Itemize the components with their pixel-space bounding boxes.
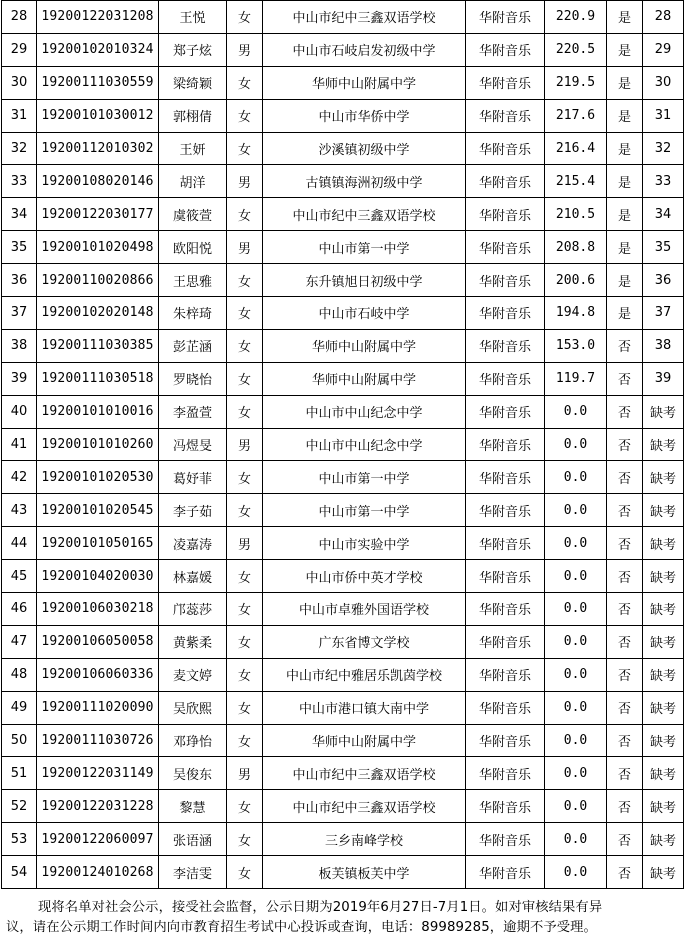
qualified-cell: 否: [607, 823, 643, 856]
table-row: [2, 461, 684, 494]
major-cell: 华附音乐: [466, 724, 545, 757]
qualified-cell: 是: [607, 198, 643, 231]
score-cell: 119.7: [545, 362, 607, 395]
score-cell: 194.8: [545, 297, 607, 330]
score-cell: 216.4: [545, 132, 607, 165]
qualified-cell: 是: [607, 231, 643, 264]
seq-cell: 38: [2, 329, 37, 362]
table-body: [2, 1, 684, 889]
seq-cell: 52: [2, 790, 37, 823]
rank-cell: 缺考: [643, 527, 684, 560]
major-cell: 华附音乐: [466, 66, 545, 99]
qualified-cell: 否: [607, 329, 643, 362]
qualified-cell: 否: [607, 593, 643, 626]
qualified-cell: 是: [607, 264, 643, 297]
rank-cell: 38: [643, 329, 684, 362]
school-cell: 中山市纪中三鑫双语学校: [263, 198, 466, 231]
exam-number-cell: 19200102010324: [37, 33, 159, 66]
exam-number-cell: 19200111030385: [37, 329, 159, 362]
seq-cell: 29: [2, 33, 37, 66]
name-cell: 虞筱萱: [159, 198, 227, 231]
name-cell: 吴俊东: [159, 757, 227, 790]
seq-cell: 42: [2, 461, 37, 494]
table-row: [2, 823, 684, 856]
exam-number-cell: 19200108020146: [37, 165, 159, 198]
name-cell: 林嘉媛: [159, 560, 227, 593]
score-cell: 0.0: [545, 658, 607, 691]
seq-cell: 33: [2, 165, 37, 198]
seq-cell: 36: [2, 264, 37, 297]
rank-cell: 29: [643, 33, 684, 66]
school-cell: 板芙镇板芙中学: [263, 856, 466, 889]
school-cell: 中山市纪中三鑫双语学校: [263, 790, 466, 823]
exam-number-cell: 19200101010016: [37, 395, 159, 428]
school-cell: 广东省博文学校: [263, 625, 466, 658]
major-cell: 华附音乐: [466, 790, 545, 823]
exam-number-cell: 19200101020530: [37, 461, 159, 494]
rank-cell: 28: [643, 1, 684, 34]
gender-cell: 女: [227, 560, 263, 593]
qualified-cell: 是: [607, 99, 643, 132]
major-cell: 华附音乐: [466, 264, 545, 297]
table-row: [2, 132, 684, 165]
name-cell: 邓琤怡: [159, 724, 227, 757]
name-cell: 李子茹: [159, 494, 227, 527]
name-cell: 郭栩倩: [159, 99, 227, 132]
score-cell: 0.0: [545, 856, 607, 889]
name-cell: 胡洋: [159, 165, 227, 198]
gender-cell: 女: [227, 264, 263, 297]
score-cell: 0.0: [545, 593, 607, 626]
table-row: [2, 1, 684, 34]
results-table: [1, 0, 684, 889]
name-cell: 吴欣熙: [159, 691, 227, 724]
rank-cell: 缺考: [643, 395, 684, 428]
qualified-cell: 否: [607, 494, 643, 527]
gender-cell: 女: [227, 494, 263, 527]
school-cell: 沙溪镇初级中学: [263, 132, 466, 165]
score-cell: 210.5: [545, 198, 607, 231]
table-row: [2, 297, 684, 330]
major-cell: 华附音乐: [466, 362, 545, 395]
score-cell: 0.0: [545, 790, 607, 823]
score-cell: 0.0: [545, 724, 607, 757]
exam-number-cell: 19200106030218: [37, 593, 159, 626]
rank-cell: 缺考: [643, 724, 684, 757]
name-cell: 黎慧: [159, 790, 227, 823]
score-cell: 219.5: [545, 66, 607, 99]
table-row: [2, 593, 684, 626]
gender-cell: 女: [227, 99, 263, 132]
rank-cell: 33: [643, 165, 684, 198]
rank-cell: 缺考: [643, 593, 684, 626]
seq-cell: 45: [2, 560, 37, 593]
name-cell: 朱梓琦: [159, 297, 227, 330]
major-cell: 华附音乐: [466, 461, 545, 494]
score-cell: 0.0: [545, 461, 607, 494]
exam-number-cell: 19200106060336: [37, 658, 159, 691]
score-cell: 200.6: [545, 264, 607, 297]
qualified-cell: 否: [607, 560, 643, 593]
score-cell: 215.4: [545, 165, 607, 198]
rank-cell: 31: [643, 99, 684, 132]
gender-cell: 女: [227, 132, 263, 165]
gender-cell: 女: [227, 625, 263, 658]
qualified-cell: 否: [607, 724, 643, 757]
rank-cell: 缺考: [643, 658, 684, 691]
qualified-cell: 否: [607, 856, 643, 889]
school-cell: 中山市纪中雅居乐凯茵学校: [263, 658, 466, 691]
rank-cell: 36: [643, 264, 684, 297]
gender-cell: 女: [227, 593, 263, 626]
school-cell: 中山市石岐中学: [263, 297, 466, 330]
qualified-cell: 是: [607, 33, 643, 66]
exam-number-cell: 19200122030177: [37, 198, 159, 231]
table-row: [2, 231, 684, 264]
exam-number-cell: 19200122031208: [37, 1, 159, 34]
school-cell: 华师中山附属中学: [263, 66, 466, 99]
qualified-cell: 是: [607, 297, 643, 330]
school-cell: 中山市石岐启发初级中学: [263, 33, 466, 66]
major-cell: 华附音乐: [466, 856, 545, 889]
seq-cell: 49: [2, 691, 37, 724]
name-cell: 欧阳悦: [159, 231, 227, 264]
table-row: [2, 856, 684, 889]
gender-cell: 女: [227, 658, 263, 691]
gender-cell: 女: [227, 790, 263, 823]
name-cell: 王悦: [159, 1, 227, 34]
name-cell: 彭芷涵: [159, 329, 227, 362]
major-cell: 华附音乐: [466, 428, 545, 461]
qualified-cell: 否: [607, 790, 643, 823]
seq-cell: 50: [2, 724, 37, 757]
seq-cell: 39: [2, 362, 37, 395]
seq-cell: 31: [2, 99, 37, 132]
seq-cell: 41: [2, 428, 37, 461]
table-row: [2, 560, 684, 593]
score-cell: 217.6: [545, 99, 607, 132]
gender-cell: 男: [227, 757, 263, 790]
table-row: [2, 527, 684, 560]
score-cell: 0.0: [545, 823, 607, 856]
major-cell: 华附音乐: [466, 99, 545, 132]
rank-cell: 30: [643, 66, 684, 99]
rank-cell: 39: [643, 362, 684, 395]
score-cell: 0.0: [545, 757, 607, 790]
qualified-cell: 是: [607, 66, 643, 99]
name-cell: 王思雅: [159, 264, 227, 297]
table-row: [2, 494, 684, 527]
gender-cell: 女: [227, 1, 263, 34]
name-cell: 凌嘉涛: [159, 527, 227, 560]
qualified-cell: 否: [607, 625, 643, 658]
table-row: [2, 99, 684, 132]
table-row: [2, 428, 684, 461]
table-row: [2, 658, 684, 691]
name-cell: 麦文婷: [159, 658, 227, 691]
name-cell: 罗晓怡: [159, 362, 227, 395]
name-cell: 葛妤菲: [159, 461, 227, 494]
exam-number-cell: 19200112010302: [37, 132, 159, 165]
rank-cell: 37: [643, 297, 684, 330]
score-cell: 153.0: [545, 329, 607, 362]
table-row: [2, 790, 684, 823]
seq-cell: 35: [2, 231, 37, 264]
school-cell: 中山市纪中三鑫双语学校: [263, 1, 466, 34]
exam-number-cell: 19200101050165: [37, 527, 159, 560]
school-cell: 中山市港口镇大南中学: [263, 691, 466, 724]
notice-line-2: 议，请在公示期工作时间内向市教育招生考试中心投诉或查询，电话：89989285，逾期不予受理。: [6, 920, 597, 935]
name-cell: 王妍: [159, 132, 227, 165]
score-cell: 0.0: [545, 625, 607, 658]
table-row: [2, 757, 684, 790]
gender-cell: 男: [227, 33, 263, 66]
qualified-cell: 是: [607, 1, 643, 34]
gender-cell: 男: [227, 165, 263, 198]
major-cell: 华附音乐: [466, 33, 545, 66]
major-cell: 华附音乐: [466, 395, 545, 428]
qualified-cell: 否: [607, 461, 643, 494]
gender-cell: 女: [227, 691, 263, 724]
rank-cell: 缺考: [643, 494, 684, 527]
school-cell: 中山市纪中三鑫双语学校: [263, 757, 466, 790]
gender-cell: 女: [227, 823, 263, 856]
public-notice: [6, 898, 680, 938]
seq-cell: 43: [2, 494, 37, 527]
seq-cell: 34: [2, 198, 37, 231]
rank-cell: 缺考: [643, 823, 684, 856]
table-row: [2, 362, 684, 395]
gender-cell: 女: [227, 395, 263, 428]
school-cell: 中山市第一中学: [263, 231, 466, 264]
qualified-cell: 否: [607, 691, 643, 724]
gender-cell: 女: [227, 329, 263, 362]
rank-cell: 缺考: [643, 856, 684, 889]
major-cell: 华附音乐: [466, 691, 545, 724]
exam-number-cell: 19200101020545: [37, 494, 159, 527]
seq-cell: 48: [2, 658, 37, 691]
seq-cell: 40: [2, 395, 37, 428]
school-cell: 中山市侨中英才学校: [263, 560, 466, 593]
seq-cell: 51: [2, 757, 37, 790]
seq-cell: 53: [2, 823, 37, 856]
name-cell: 冯煜旻: [159, 428, 227, 461]
school-cell: 古镇镇海洲初级中学: [263, 165, 466, 198]
qualified-cell: 是: [607, 132, 643, 165]
table-row: [2, 395, 684, 428]
score-cell: 0.0: [545, 428, 607, 461]
major-cell: 华附音乐: [466, 329, 545, 362]
qualified-cell: 否: [607, 658, 643, 691]
table-row: [2, 625, 684, 658]
score-cell: 208.8: [545, 231, 607, 264]
major-cell: 华附音乐: [466, 132, 545, 165]
gender-cell: 女: [227, 856, 263, 889]
rank-cell: 34: [643, 198, 684, 231]
qualified-cell: 是: [607, 165, 643, 198]
seq-cell: 46: [2, 593, 37, 626]
school-cell: 中山市中山纪念中学: [263, 395, 466, 428]
name-cell: 梁绮颖: [159, 66, 227, 99]
score-cell: 0.0: [545, 494, 607, 527]
exam-number-cell: 19200101010260: [37, 428, 159, 461]
school-cell: 华师中山附属中学: [263, 329, 466, 362]
rank-cell: 缺考: [643, 691, 684, 724]
name-cell: 黄紫柔: [159, 625, 227, 658]
table-row: [2, 691, 684, 724]
major-cell: 华附音乐: [466, 231, 545, 264]
name-cell: 郑子炫: [159, 33, 227, 66]
table-row: [2, 33, 684, 66]
school-cell: 中山市中山纪念中学: [263, 428, 466, 461]
school-cell: 中山市华侨中学: [263, 99, 466, 132]
gender-cell: 女: [227, 198, 263, 231]
rank-cell: 缺考: [643, 757, 684, 790]
table-row: [2, 329, 684, 362]
score-cell: 0.0: [545, 560, 607, 593]
rank-cell: 32: [643, 132, 684, 165]
rank-cell: 缺考: [643, 625, 684, 658]
major-cell: 华附音乐: [466, 1, 545, 34]
table-row: [2, 264, 684, 297]
exam-number-cell: 19200102020148: [37, 297, 159, 330]
exam-number-cell: 19200106050058: [37, 625, 159, 658]
gender-cell: 女: [227, 362, 263, 395]
exam-number-cell: 19200111030518: [37, 362, 159, 395]
rank-cell: 缺考: [643, 790, 684, 823]
rank-cell: 缺考: [643, 461, 684, 494]
score-cell: 220.9: [545, 1, 607, 34]
seq-cell: 30: [2, 66, 37, 99]
exam-number-cell: 19200122031228: [37, 790, 159, 823]
gender-cell: 男: [227, 428, 263, 461]
school-cell: 中山市第一中学: [263, 461, 466, 494]
table-row: [2, 165, 684, 198]
exam-number-cell: 19200101030012: [37, 99, 159, 132]
name-cell: 李洁雯: [159, 856, 227, 889]
seq-cell: 37: [2, 297, 37, 330]
gender-cell: 男: [227, 231, 263, 264]
exam-number-cell: 19200124010268: [37, 856, 159, 889]
school-cell: 华师中山附属中学: [263, 362, 466, 395]
gender-cell: 女: [227, 297, 263, 330]
major-cell: 华附音乐: [466, 823, 545, 856]
seq-cell: 28: [2, 1, 37, 34]
score-cell: 0.0: [545, 395, 607, 428]
name-cell: 邝蕊莎: [159, 593, 227, 626]
school-cell: 中山市第一中学: [263, 494, 466, 527]
score-cell: 0.0: [545, 527, 607, 560]
qualified-cell: 否: [607, 428, 643, 461]
major-cell: 华附音乐: [466, 757, 545, 790]
school-cell: 华师中山附属中学: [263, 724, 466, 757]
qualified-cell: 否: [607, 362, 643, 395]
seq-cell: 44: [2, 527, 37, 560]
major-cell: 华附音乐: [466, 625, 545, 658]
gender-cell: 女: [227, 66, 263, 99]
gender-cell: 女: [227, 724, 263, 757]
table-row: [2, 724, 684, 757]
exam-number-cell: 19200111030726: [37, 724, 159, 757]
exam-number-cell: 19200122060097: [37, 823, 159, 856]
table-row: [2, 198, 684, 231]
major-cell: 华附音乐: [466, 527, 545, 560]
major-cell: 华附音乐: [466, 494, 545, 527]
qualified-cell: 否: [607, 527, 643, 560]
major-cell: 华附音乐: [466, 297, 545, 330]
rank-cell: 缺考: [643, 560, 684, 593]
table-row: [2, 66, 684, 99]
gender-cell: 女: [227, 461, 263, 494]
rank-cell: 缺考: [643, 428, 684, 461]
major-cell: 华附音乐: [466, 198, 545, 231]
gender-cell: 男: [227, 527, 263, 560]
major-cell: 华附音乐: [466, 165, 545, 198]
exam-number-cell: 19200111030559: [37, 66, 159, 99]
name-cell: 张语涵: [159, 823, 227, 856]
score-cell: 220.5: [545, 33, 607, 66]
major-cell: 华附音乐: [466, 593, 545, 626]
school-cell: 中山市实验中学: [263, 527, 466, 560]
notice-line-1: 现将名单对社会公示，接受社会监督，公示日期为2019年6月27日-7月1日。如对审核结果有异: [38, 900, 603, 915]
exam-number-cell: 19200122031149: [37, 757, 159, 790]
exam-number-cell: 19200101020498: [37, 231, 159, 264]
qualified-cell: 否: [607, 395, 643, 428]
exam-number-cell: 19200110020866: [37, 264, 159, 297]
school-cell: 东升镇旭日初级中学: [263, 264, 466, 297]
school-cell: 中山市卓雅外国语学校: [263, 593, 466, 626]
seq-cell: 32: [2, 132, 37, 165]
name-cell: 李盈萱: [159, 395, 227, 428]
rank-cell: 35: [643, 231, 684, 264]
qualified-cell: 否: [607, 757, 643, 790]
exam-number-cell: 19200111020090: [37, 691, 159, 724]
score-cell: 0.0: [545, 691, 607, 724]
school-cell: 三乡南峰学校: [263, 823, 466, 856]
seq-cell: 54: [2, 856, 37, 889]
major-cell: 华附音乐: [466, 658, 545, 691]
major-cell: 华附音乐: [466, 560, 545, 593]
seq-cell: 47: [2, 625, 37, 658]
exam-number-cell: 19200104020030: [37, 560, 159, 593]
